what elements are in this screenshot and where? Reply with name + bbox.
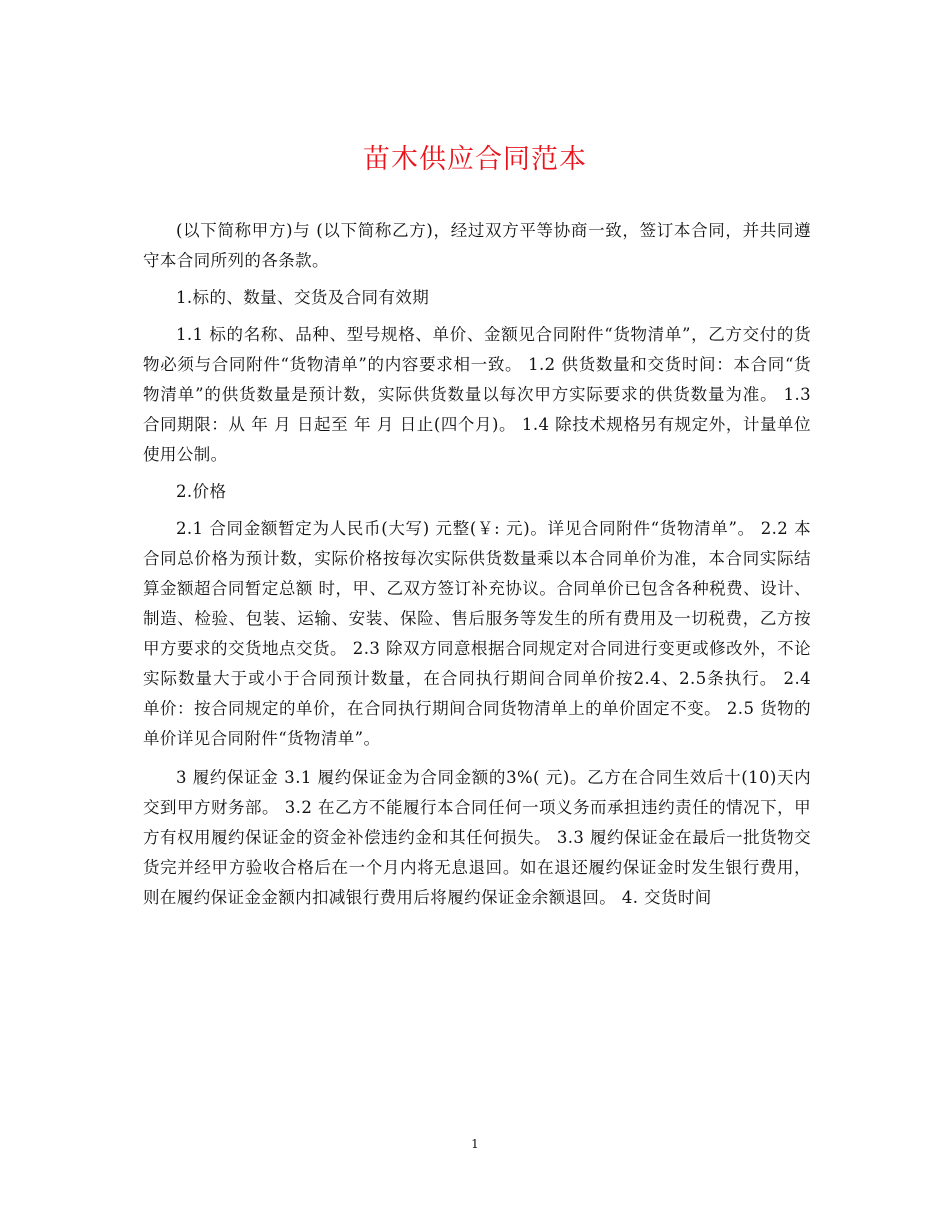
section-2-heading: 2.价格 (176, 482, 227, 501)
document-title: 苗木供应合同范本 (363, 144, 587, 175)
intro-paragraph: (以下简称甲方)与 (以下简称乙方)，经过双方平等协商一致，签订本合同，并共同遵守本合同所列的各条款。 (143, 221, 811, 270)
page-number: 1 (471, 1137, 479, 1151)
section-1-paragraph: 1.1 标的名称、品种、型号规格、单价、金额见合同附件“货物清单”，乙方交付的货物必须与合同附件“货物清单”的内容要求相一致。 1.2 供货数量和交货时间：本合同“货物清单”的供货数量是预计数，实际供货数量以每次甲方实际要求的供货数量为准。 1.3 合同期限：从 年 月 日起至 年 月 日止(四个月)。 1.4 除技术规格另有规定外，计量单位使用公制。 (143, 325, 811, 464)
document-body (143, 216, 811, 920)
section-3-paragraph: 3 履约保证金 3.1 履约保证金为合同金额的3%( 元)。乙方在合同生效后十(10)天内交到甲方财务部。 3.2 在乙方不能履行本合同任何一项义务而承担违约责任的情况下，甲方有权用履约保证金的资金补偿违约金和其任何损失。 3.3 履约保证金在最后一批货物交货完并经甲方验收合格后在一个月内将无息退回。如在退还履约保证金时发生银行费用，则在履约保证金金额内扣减银行费用后将履约保证金余额退回。 4. 交货时间 (143, 768, 811, 907)
section-1-heading: 1.标的、数量、交货及合同有效期 (176, 288, 430, 307)
section-2-paragraph: 2.1 合同金额暂定为人民币(大写) 元整(￥: 元)。详见合同附件“货物清单”。 2.2 本合同总价格为预计数，实际价格按每次实际供货数量乘以本合同单价为准，本合同实际结算金额超合同暂定总额 时，甲、乙双方签订补充协议。合同单价已包含各种税费、设计、制造、检验、包装、运输、安装、保险、售后服务等发生的所有费用及一切税费，乙方按甲方要求的交货地点交货。 2.3 除双方同意根据合同规定对合同进行变更或修改外，不论实际数量大于或小于合同预计数量，在合同执行期间合同单价按2.4、2.5条执行。 2.4 单价：按合同规定的单价，在合同执行期间合同货物清单上的单价固定不变。 2.5 货物的单价详见合同附件“货物清单”。 (143, 519, 811, 748)
